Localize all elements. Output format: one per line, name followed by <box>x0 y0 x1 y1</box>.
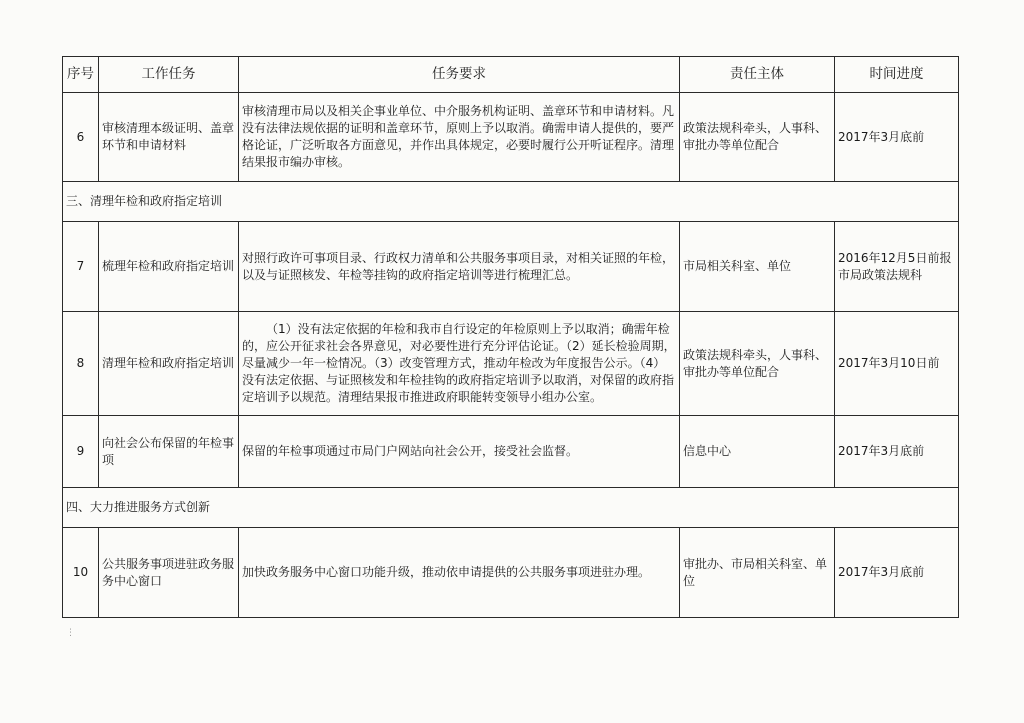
row-owner: 市局相关科室、单位 <box>680 222 835 312</box>
row-timeline: 2017年3月底前 <box>835 416 959 488</box>
header-timeline: 时间进度 <box>835 57 959 93</box>
row-number: 7 <box>63 222 99 312</box>
row-timeline: 2017年3月底前 <box>835 93 959 182</box>
row-task: 审核清理本级证明、盖章环节和申请材料 <box>99 93 239 182</box>
table-row <box>63 416 959 488</box>
section-row <box>63 182 959 222</box>
header-task: 工作任务 <box>99 57 239 93</box>
scan-speck: ⋮ <box>66 628 76 638</box>
row-timeline: 2017年3月底前 <box>835 528 959 618</box>
section-title: 四、大力推进服务方式创新 <box>63 488 959 528</box>
table-row <box>63 222 959 312</box>
row-requirement: 保留的年检事项通过市局门户网站向社会公开，接受社会监督。 <box>239 416 680 488</box>
row-task: 梳理年检和政府指定培训 <box>99 222 239 312</box>
row-number: 6 <box>63 93 99 182</box>
row-timeline: 2017年3月10日前 <box>835 312 959 416</box>
row-number: 8 <box>63 312 99 416</box>
row-owner: 信息中心 <box>680 416 835 488</box>
row-owner: 政策法规科牵头，人事科、审批办等单位配合 <box>680 312 835 416</box>
row-number: 9 <box>63 416 99 488</box>
row-requirement: 对照行政许可事项目录、行政权力清单和公共服务事项目录，对相关证照的年检，以及与证照核发、年检等挂钩的政府指定培训等进行梳理汇总。 <box>239 222 680 312</box>
row-requirement: 审核清理市局以及相关企事业单位、中介服务机构证明、盖章环节和申请材料。凡没有法律法规依据的证明和盖章环节，原则上予以取消。确需申请人提供的，要严格论证，广泛听取各方面意见，并作出具体规定，必要时履行公开听证程序。清理结果报市编办审核。 <box>239 93 680 182</box>
header-row <box>63 57 959 93</box>
row-task: 公共服务事项进驻政务服务中心窗口 <box>99 528 239 618</box>
row-requirement: （1）没有法定依据的年检和我市自行设定的年检原则上予以取消；确需年检的，应公开征求社会各界意见，对必要性进行充分评估论证。（2）延长检验周期，尽量减少一年一检情况。（3）改变管理方式，推动年检改为年度报告公示。（4）没有法定依据、与证照核发和年检挂钩的政府指定培训予以取消，对保留的政府指定培训予以规范。清理结果报市推进政府职能转变领导小组办公室。 <box>239 312 680 416</box>
section-title: 三、清理年检和政府指定培训 <box>63 182 959 222</box>
table-row <box>63 312 959 416</box>
table-row <box>63 528 959 618</box>
header-owner: 责任主体 <box>680 57 835 93</box>
row-task: 清理年检和政府指定培训 <box>99 312 239 416</box>
table-row <box>63 93 959 182</box>
row-owner: 政策法规科牵头，人事科、审批办等单位配合 <box>680 93 835 182</box>
row-timeline: 2016年12月5日前报市局政策法规科 <box>835 222 959 312</box>
task-table <box>62 56 959 618</box>
header-no: 序号 <box>63 57 99 93</box>
row-owner: 审批办、市局相关科室、单位 <box>680 528 835 618</box>
row-number: 10 <box>63 528 99 618</box>
row-requirement: 加快政务服务中心窗口功能升级，推动依申请提供的公共服务事项进驻办理。 <box>239 528 680 618</box>
section-row <box>63 488 959 528</box>
row-task: 向社会公布保留的年检事项 <box>99 416 239 488</box>
header-requirement: 任务要求 <box>239 57 680 93</box>
